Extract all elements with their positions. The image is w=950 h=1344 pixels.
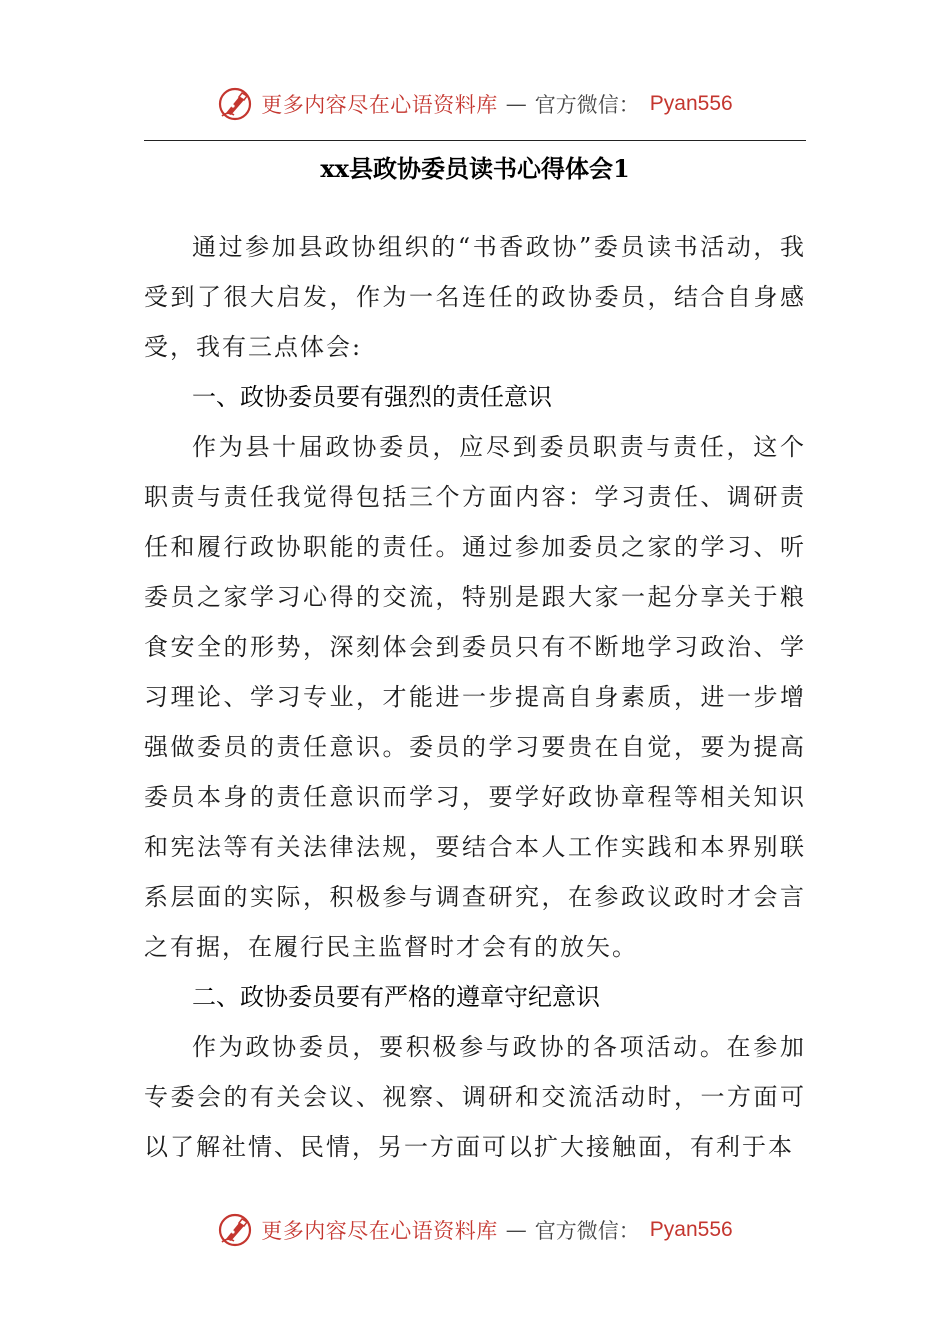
document-body <box>144 222 806 1172</box>
banner-wechat-id: Pyan556 <box>649 1218 733 1241</box>
banner-wechat-label: 官方微信： <box>534 93 640 117</box>
section-2-paragraph: 作为政协委员，要积极参与政协的各项活动。在参加专委会的有关会议、视察、调研和交流活动时，一方面可以了解社情、民情，另一方面可以扩大接触面，有利于本 <box>144 1033 806 1161</box>
banner-wechat-id: Pyan556 <box>649 92 733 115</box>
section-2-heading: 二、政协委员要有严格的遵章守纪意识 <box>192 983 600 1011</box>
pen-nib-logo-icon <box>217 86 253 122</box>
banner-site-text: 更多内容尽在心语资料库 <box>261 1219 498 1243</box>
header-divider <box>144 140 806 141</box>
header-banner <box>0 84 950 124</box>
banner-separator: — <box>505 1218 527 1242</box>
document-title: xx县政协委员读书心得体会1 <box>320 154 630 183</box>
section-1-paragraph: 作为县十届政协委员，应尽到委员职责与责任，这个职责与责任我觉得包括三个方面内容：学习责任、调研责任和履行政协职能的责任。通过参加委员之家的学习、听委员之家学习心得的交流，特别是跟大家一起分享关于粮食安全的形势，深刻体会到委员只有不断地学习政治、学习理论、学习专业，才能进一步提高自身素质，进一步增强做委员的责任意识。委员的学习要贵在自觉，要为提高委员本身的责任意识而学习，要学好政协章程等相关知识和宪法等有关法律法规，要结合本人工作实践和本界别联系层面的实际，积极参与调查研究，在参政议政时才会言之有据，在履行民主监督时才会有的放矢。 <box>144 433 806 961</box>
banner-separator: — <box>505 92 527 116</box>
pen-nib-logo-icon <box>217 1212 253 1248</box>
banner-site-text: 更多内容尽在心语资料库 <box>261 93 498 117</box>
banner-wechat-label: 官方微信： <box>534 1219 640 1243</box>
section-1-heading: 一、政协委员要有强烈的责任意识 <box>192 383 552 411</box>
intro-paragraph: 通过参加县政协组织的“书香政协”委员读书活动，我受到了很大启发，作为一名连任的政协委员，结合自身感受，我有三点体会: <box>144 233 806 361</box>
footer-banner <box>0 1210 950 1250</box>
